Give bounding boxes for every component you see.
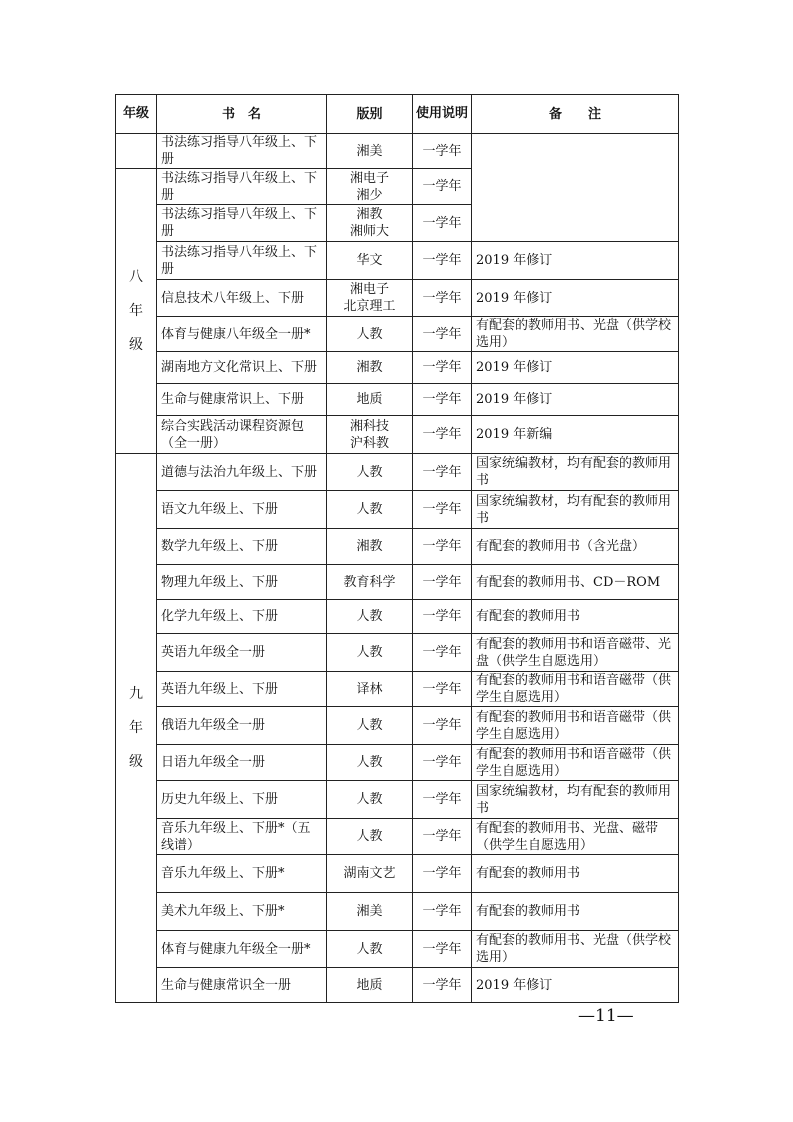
usage-cell: 一学年 <box>413 529 472 565</box>
notes-cell: 2019 年新编 <box>472 416 679 454</box>
grade-cell <box>116 454 157 1003</box>
book-name-cell: 书法练习指导八年级上、下册 <box>157 242 327 280</box>
table-row <box>116 529 679 565</box>
edition-cell <box>327 454 413 491</box>
usage-cell: 一学年 <box>413 672 472 707</box>
grade-cell <box>116 134 157 169</box>
book-name-cell: 书法练习指导八年级上、下册 <box>157 205 327 242</box>
edition-cell <box>327 707 413 745</box>
edition-cell <box>327 384 413 416</box>
edition-publisher: 人教 <box>356 941 383 957</box>
usage-cell: 一学年 <box>413 416 472 454</box>
table-body <box>116 134 679 1003</box>
notes-cell: 2019 年修订 <box>472 968 679 1003</box>
table-row <box>116 352 679 384</box>
edition-publisher: 湘科技 <box>349 418 389 434</box>
table-row <box>116 707 679 745</box>
usage-cell: 一学年 <box>413 819 472 855</box>
edition-cell <box>327 317 413 352</box>
edition-publisher: 人教 <box>356 502 383 517</box>
grade-label: 八年级 <box>129 269 143 353</box>
edition-publisher: 人教 <box>356 829 383 844</box>
table-row <box>116 384 679 416</box>
book-name-cell: 综合实践活动课程资源包（全一册） <box>157 416 327 454</box>
edition-cell <box>327 968 413 1003</box>
edition-publisher: 人教 <box>356 609 383 624</box>
edition-publisher: 湘美 <box>356 904 383 919</box>
edition-cell <box>327 169 413 205</box>
edition-publisher: 教育科学 <box>343 574 396 590</box>
table-row <box>116 242 679 280</box>
book-name-cell: 湖南地方文化常识上、下册 <box>157 352 327 384</box>
edition-publisher: 地质 <box>356 977 383 993</box>
notes-cell: 有配套的教师用书和语音磁带（供学生自愿选用） <box>472 707 679 745</box>
notes-cell: 有配套的教师用书 <box>472 855 679 893</box>
usage-cell: 一学年 <box>413 242 472 280</box>
book-name-cell: 道德与法治九年级上、下册 <box>157 454 327 491</box>
table-row <box>116 819 679 855</box>
edition-publisher: 人教 <box>356 792 383 807</box>
grade-label: 九年级 <box>129 686 143 770</box>
table-row <box>116 565 679 600</box>
notes-cell: 有配套的教师用书和语音磁带（供学生自愿选用） <box>472 745 679 781</box>
book-name-cell: 生命与健康常识上、下册 <box>157 384 327 416</box>
edition-publisher: 人教 <box>356 645 383 660</box>
book-name-cell: 语文九年级上、下册 <box>157 491 327 529</box>
usage-cell: 一学年 <box>413 968 472 1003</box>
edition-cell <box>327 634 413 672</box>
grade-cell <box>116 169 157 454</box>
edition-cell <box>327 416 413 454</box>
book-name-cell: 数学九年级上、下册 <box>157 529 327 565</box>
table-row <box>116 931 679 968</box>
usage-cell: 一学年 <box>413 134 472 169</box>
book-name-cell: 体育与健康九年级全一册* <box>157 931 327 968</box>
textbook-table <box>115 94 679 1003</box>
table-row <box>116 317 679 352</box>
book-name-cell: 书法练习指导八年级上、下册 <box>157 134 327 169</box>
notes-cell: 有配套的教师用书、光盘（供学校选用） <box>472 317 679 352</box>
usage-cell: 一学年 <box>413 745 472 781</box>
edition-cell <box>327 672 413 707</box>
book-name-cell: 体育与健康八年级全一册* <box>157 317 327 352</box>
notes-cell: 国家统编教材，均有配套的教师用书 <box>472 491 679 529</box>
table-row <box>116 893 679 931</box>
edition-cell <box>327 242 413 280</box>
usage-cell: 一学年 <box>413 352 472 384</box>
book-name-cell: 日语九年级全一册 <box>157 745 327 781</box>
edition-publisher: 湘教 <box>356 360 383 375</box>
edition-publisher: 人教 <box>356 326 383 342</box>
book-name-cell: 俄语九年级全一册 <box>157 707 327 745</box>
edition-publisher: 人教 <box>356 464 383 480</box>
notes-cell: 国家统编教材，均有配套的教师用书 <box>472 454 679 491</box>
notes-cell: 2019 年修订 <box>472 280 679 317</box>
usage-cell: 一学年 <box>413 454 472 491</box>
edition-publisher: 湘教 <box>356 539 383 554</box>
header-edition: 版别 <box>327 95 413 134</box>
usage-cell: 一学年 <box>413 600 472 634</box>
edition-publisher: 湘电子 <box>349 170 389 186</box>
usage-cell: 一学年 <box>413 491 472 529</box>
edition-cell <box>327 529 413 565</box>
usage-cell: 一学年 <box>413 169 472 205</box>
edition-cell <box>327 893 413 931</box>
notes-cell <box>472 134 679 242</box>
book-name-cell: 书法练习指导八年级上、下册 <box>157 169 327 205</box>
book-name-cell: 物理九年级上、下册 <box>157 565 327 600</box>
usage-cell: 一学年 <box>413 384 472 416</box>
table-row <box>116 855 679 893</box>
notes-cell: 有配套的教师用书、光盘（供学校选用） <box>472 931 679 968</box>
edition-cell <box>327 134 413 169</box>
book-name-cell: 英语九年级上、下册 <box>157 672 327 707</box>
edition-publisher: 地质 <box>356 392 383 407</box>
table-row <box>116 745 679 781</box>
edition-publisher: 北京理工 <box>343 299 396 314</box>
header-notes: 备 注 <box>472 95 679 134</box>
edition-cell <box>327 491 413 529</box>
notes-cell: 2019 年修订 <box>472 384 679 416</box>
usage-cell: 一学年 <box>413 317 472 352</box>
usage-cell: 一学年 <box>413 893 472 931</box>
edition-publisher: 湘电子 <box>349 282 389 297</box>
edition-publisher: 译林 <box>356 681 383 697</box>
usage-cell: 一学年 <box>413 565 472 600</box>
edition-cell <box>327 205 413 242</box>
header-book-name: 书 名 <box>157 95 327 134</box>
usage-cell: 一学年 <box>413 634 472 672</box>
book-name-cell: 历史九年级上、下册 <box>157 781 327 819</box>
book-name-cell: 音乐九年级上、下册* <box>157 855 327 893</box>
notes-cell: 2019 年修订 <box>472 352 679 384</box>
book-name-cell: 美术九年级上、下册* <box>157 893 327 931</box>
notes-cell: 有配套的教师用书、CD－ROM <box>472 565 679 600</box>
usage-cell: 一学年 <box>413 707 472 745</box>
book-name-cell: 信息技术八年级上、下册 <box>157 280 327 317</box>
table-row <box>116 672 679 707</box>
edition-cell <box>327 819 413 855</box>
header-grade: 年级 <box>116 95 157 134</box>
edition-publisher: 湘教 <box>356 207 383 222</box>
edition-cell <box>327 280 413 317</box>
notes-cell: 有配套的教师用书、光盘、磁带（供学生自愿选用） <box>472 819 679 855</box>
book-name-cell: 生命与健康常识全一册 <box>157 968 327 1003</box>
usage-cell: 一学年 <box>413 205 472 242</box>
table-row <box>116 634 679 672</box>
header-usage: 使用说明 <box>413 95 472 134</box>
table-row <box>116 491 679 529</box>
notes-cell: 有配套的教师用书和语音磁带、光盘（供学生自愿选用） <box>472 634 679 672</box>
edition-publisher: 湘师大 <box>349 224 389 239</box>
table-header-row <box>116 95 679 134</box>
table-row <box>116 134 679 169</box>
notes-cell: 有配套的教师用书 <box>472 600 679 634</box>
edition-publisher: 人教 <box>356 755 383 770</box>
table-row <box>116 280 679 317</box>
table-row <box>116 454 679 491</box>
page-number: —11— <box>578 1006 634 1026</box>
edition-publisher: 湘美 <box>356 143 383 159</box>
edition-cell <box>327 931 413 968</box>
usage-cell: 一学年 <box>413 781 472 819</box>
edition-publisher: 华文 <box>356 253 383 268</box>
edition-cell <box>327 745 413 781</box>
edition-publisher: 湘少 <box>356 187 383 203</box>
table-row <box>116 416 679 454</box>
usage-cell: 一学年 <box>413 855 472 893</box>
edition-publisher: 人教 <box>356 718 383 733</box>
notes-cell: 有配套的教师用书和语音磁带（供学生自愿选用） <box>472 672 679 707</box>
edition-cell <box>327 781 413 819</box>
book-name-cell: 音乐九年级上、下册*（五线谱） <box>157 819 327 855</box>
edition-cell <box>327 352 413 384</box>
table-row <box>116 781 679 819</box>
edition-publisher: 沪科教 <box>349 435 389 451</box>
edition-publisher: 湖南文艺 <box>343 866 396 881</box>
usage-cell: 一学年 <box>413 280 472 317</box>
notes-cell: 国家统编教材，均有配套的教师用书 <box>472 781 679 819</box>
book-name-cell: 英语九年级全一册 <box>157 634 327 672</box>
table-row <box>116 600 679 634</box>
edition-cell <box>327 565 413 600</box>
notes-cell: 有配套的教师用书 <box>472 893 679 931</box>
edition-cell <box>327 855 413 893</box>
notes-cell: 有配套的教师用书（含光盘） <box>472 529 679 565</box>
notes-cell: 2019 年修订 <box>472 242 679 280</box>
table-row <box>116 968 679 1003</box>
edition-cell <box>327 600 413 634</box>
usage-cell: 一学年 <box>413 931 472 968</box>
book-name-cell: 化学九年级上、下册 <box>157 600 327 634</box>
